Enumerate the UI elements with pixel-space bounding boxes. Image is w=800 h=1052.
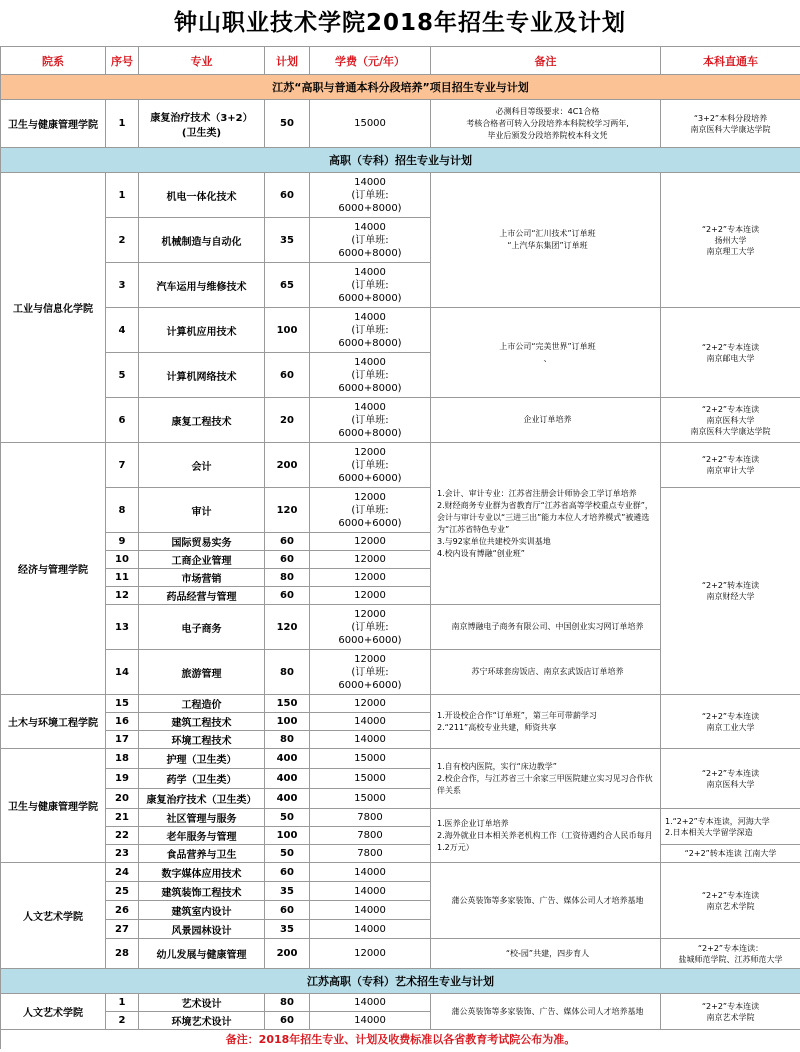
fee-cell: 14000 (订单班: 6000+8000) [310,398,431,443]
fee-cell: 12000 [310,695,431,713]
plan-cell: 35 [265,882,310,901]
major-cell: 国际贸易实务 [139,533,265,551]
major-cell: 计算机网络技术 [139,353,265,398]
car-cell: “2+2”专本连读 南京艺术学院 [661,863,800,939]
idx-cell: 13 [106,605,139,650]
major-cell: 工商企业管理 [139,551,265,569]
idx-cell: 28 [106,939,139,969]
header-idx: 序号 [106,47,139,75]
major-cell: 药品经营与管理 [139,587,265,605]
major-cell: 艺术设计 [139,994,265,1012]
plan-cell: 100 [265,827,310,845]
plan-cell: 400 [265,749,310,769]
fee-cell: 14000 [310,713,431,731]
fee-cell: 14000 [310,1012,431,1030]
idx-cell: 26 [106,901,139,920]
fee-cell: 12000 [310,939,431,969]
idx-cell: 2 [106,218,139,263]
idx-cell: 23 [106,845,139,863]
table-row [1,488,800,533]
major-cell: 药学（卫生类） [139,769,265,789]
idx-cell: 18 [106,749,139,769]
major-cell: 市场营销 [139,569,265,587]
fee-cell: 12000 [310,569,431,587]
fee-cell: 12000 (订单班: 6000+6000) [310,650,431,695]
note-cell: 1.会计、审计专业：江苏省注册会计师协会工学订单培养 2.财经商务专业群为省教育厅“江苏省高等学校重点专业群”，会计与审计专业以“三进三出”能力本位人才培养模式”被遴选为“江苏省特色专业” 3.与92家单位共建校外实训基地 4.校内设有博融“创业班” [431,443,661,605]
plan-cell: 400 [265,789,310,809]
major-cell: 汽车运用与维修技术 [139,263,265,308]
idx-cell: 1 [106,994,139,1012]
car-cell: “2+2”专本连读 南京医科大学 [661,749,800,809]
major-cell: 旅游管理 [139,650,265,695]
plan-cell: 200 [265,443,310,488]
major-cell: 风景园林设计 [139,920,265,939]
major-cell: 会计 [139,443,265,488]
major-cell: 老年服务与管理 [139,827,265,845]
major-cell: 幼儿发展与健康管理 [139,939,265,969]
table-row [1,809,800,827]
idx-cell: 3 [106,263,139,308]
plan-cell: 50 [265,809,310,827]
car-cell: “2+2”专本连读 南京工业大学 [661,695,800,749]
fee-cell: 12000 (订单班: 6000+6000) [310,443,431,488]
idx-cell: 10 [106,551,139,569]
plan-cell: 150 [265,695,310,713]
dept-cell: 经济与管理学院 [1,443,106,695]
idx-cell: 19 [106,769,139,789]
dept-cell: 人文艺术学院 [1,994,106,1030]
major-cell: 机械制造与自动化 [139,218,265,263]
major-cell: 护理（卫生类） [139,749,265,769]
dept-cell: 卫生与健康管理学院 [1,749,106,863]
note-cell: 企业订单培养 [431,398,661,443]
major-cell: 审计 [139,488,265,533]
major-cell: 康复工程技术 [139,398,265,443]
car-cell: “2+2”转本连读 江南大学 [661,845,800,863]
idx-cell: 1 [106,173,139,218]
idx-cell: 6 [106,398,139,443]
fee-cell: 14000 (订单班: 6000+8000) [310,308,431,353]
note-cell: 南京博融电子商务有限公司、中国创业实习网订单培养 [431,605,661,650]
idx-cell: 16 [106,713,139,731]
fee-cell: 14000 [310,882,431,901]
major-cell: 电子商务 [139,605,265,650]
fee-cell: 7800 [310,827,431,845]
table-row [1,308,800,353]
fee-cell: 12000 [310,551,431,569]
plan-cell: 120 [265,488,310,533]
section-row [1,148,800,173]
note-cell: 1.开设校企合作“订单班”，第三年可带薪学习 2.“211”高校专业共建，师资共享 [431,695,661,749]
major-cell: 工程造价 [139,695,265,713]
header-fee: 学费（元/年） [310,47,431,75]
table-row [1,994,800,1012]
plan-cell: 35 [265,920,310,939]
car-cell: “3+2”本科分段培养 南京医科大学康达学院 [661,100,800,148]
table-row [1,863,800,882]
section-title: 江苏高职（专科）艺术招生专业与计划 [1,969,800,994]
plan-cell: 80 [265,994,310,1012]
plan-cell: 80 [265,650,310,695]
fee-cell: 15000 [310,749,431,769]
fee-cell: 14000 (订单班: 6000+8000) [310,263,431,308]
admission-table [0,46,800,1049]
fee-cell: 14000 [310,863,431,882]
header-car: 本科直通车 [661,47,800,75]
fee-cell: 15000 [310,100,431,148]
note-cell: 上市公司“完美世界”订单班 、 [431,308,661,398]
fee-cell: 7800 [310,845,431,863]
idx-cell: 5 [106,353,139,398]
major-cell: 社区管理与服务 [139,809,265,827]
plan-cell: 35 [265,218,310,263]
plan-cell: 60 [265,587,310,605]
major-cell: 食品营养与卫生 [139,845,265,863]
plan-cell: 60 [265,533,310,551]
idx-cell: 2 [106,1012,139,1030]
idx-cell: 9 [106,533,139,551]
fee-cell: 7800 [310,809,431,827]
plan-cell: 60 [265,173,310,218]
header-dept: 院系 [1,47,106,75]
table-row [1,398,800,443]
plan-cell: 65 [265,263,310,308]
plan-cell: 60 [265,863,310,882]
note-cell: “校-园”共建，四步育人 [431,939,661,969]
plan-cell: 120 [265,605,310,650]
fee-cell: 14000 (订单班: 6000+8000) [310,353,431,398]
major-cell: 环境工程技术 [139,731,265,749]
idx-cell: 25 [106,882,139,901]
header-note: 备注 [431,47,661,75]
major-cell: 机电一体化技术 [139,173,265,218]
idx-cell: 8 [106,488,139,533]
major-cell: 康复治疗技术（3+2） (卫生类) [139,100,265,148]
header-major: 专业 [139,47,265,75]
idx-cell: 24 [106,863,139,882]
fee-cell: 14000 [310,901,431,920]
plan-cell: 100 [265,713,310,731]
major-cell: 环境艺术设计 [139,1012,265,1030]
note-cell: 1.自有校内医院，实行“床边教学” 2.校企合作，与江苏省三十余家三甲医院建立实习见习合作伙伴关系 [431,749,661,809]
major-cell: 建筑装饰工程技术 [139,882,265,901]
fee-cell: 12000 [310,533,431,551]
idx-cell: 4 [106,308,139,353]
fee-cell: 14000 [310,994,431,1012]
note-cell: 1.医养企业订单培养 2.海外就业日本相关养老机构工作（工资待遇约合人民币每月1.2万元） [431,809,661,863]
car-cell: “2+2”转本连读 南京财经大学 [661,488,800,695]
car-cell: “2+2”专本连读 南京审计大学 [661,443,800,488]
major-cell: 计算机应用技术 [139,308,265,353]
plan-cell: 80 [265,569,310,587]
idx-cell: 12 [106,587,139,605]
fee-cell: 14000 [310,920,431,939]
idx-cell: 15 [106,695,139,713]
plan-cell: 100 [265,308,310,353]
note-cell: 蒲公英装饰等多家装饰、广告、媒体公司人才培养基地 [431,863,661,939]
idx-cell: 11 [106,569,139,587]
section-row [1,75,800,100]
fee-cell: 15000 [310,769,431,789]
idx-cell: 7 [106,443,139,488]
dept-cell: 人文艺术学院 [1,863,106,969]
plan-cell: 50 [265,845,310,863]
car-cell: “2+2”专本连读 南京艺术学院 [661,994,800,1030]
page-title: 钟山职业技术学院2018年招生专业及计划 [173,10,626,36]
header-row [1,47,800,75]
car-cell: “2+2”专本连读 南京邮电大学 [661,308,800,398]
table-row [1,845,800,863]
fee-cell: 14000 (订单班: 6000+8000) [310,173,431,218]
idx-cell: 27 [106,920,139,939]
dept-cell: 土木与环境工程学院 [1,695,106,749]
car-cell: “2+2”专本连读： 盐城师范学院、江苏师范大学 [661,939,800,969]
fee-cell: 12000 (订单班: 6000+6000) [310,605,431,650]
fee-cell: 12000 [310,587,431,605]
footer-note: 备注：2018年招生专业、计划及收费标准以各省教育考试院公布为准。 [1,1030,800,1049]
table-row [1,695,800,713]
footer-row [1,1030,800,1049]
dept-cell: 工业与信息化学院 [1,173,106,443]
idx-cell: 1 [106,100,139,148]
section-title: 高职（专科）招生专业与计划 [1,148,800,173]
table-row [1,939,800,969]
major-cell: 数字媒体应用技术 [139,863,265,882]
plan-cell: 60 [265,551,310,569]
car-cell: “2+2”专本连读 扬州大学 南京理工大学 [661,173,800,308]
plan-cell: 20 [265,398,310,443]
plan-cell: 50 [265,100,310,148]
fee-cell: 14000 (订单班: 6000+8000) [310,218,431,263]
plan-cell: 60 [265,1012,310,1030]
fee-cell: 15000 [310,789,431,809]
fee-cell: 12000 (订单班: 6000+6000) [310,488,431,533]
idx-cell: 20 [106,789,139,809]
table-row [1,100,800,148]
idx-cell: 22 [106,827,139,845]
plan-cell: 60 [265,901,310,920]
header-plan: 计划 [265,47,310,75]
dept-cell: 卫生与健康管理学院 [1,100,106,148]
plan-cell: 200 [265,939,310,969]
idx-cell: 17 [106,731,139,749]
car-cell: “2+2”专本连读 南京医科大学 南京医科大学康达学院 [661,398,800,443]
section-row [1,969,800,994]
plan-cell: 60 [265,353,310,398]
note-cell: 苏宁环球套房饭店、南京玄武饭店订单培养 [431,650,661,695]
note-cell: 上市公司“汇川技术”订单班 “上汽华东集团”订单班 [431,173,661,308]
major-cell: 建筑工程技术 [139,713,265,731]
table-row [1,443,800,488]
note-cell: 蒲公英装饰等多家装饰、广告、媒体公司人才培养基地 [431,994,661,1030]
plan-cell: 400 [265,769,310,789]
section-title: 江苏“高职与普通本科分段培养”项目招生专业与计划 [1,75,800,100]
table-row [1,173,800,218]
table-row [1,749,800,769]
idx-cell: 21 [106,809,139,827]
fee-cell: 14000 [310,731,431,749]
major-cell: 康复治疗技术（卫生类） [139,789,265,809]
plan-cell: 80 [265,731,310,749]
note-cell: 必测科目等级要求：4C1合格 考核合格者可转入分段培养本科院校学习两年, 毕业后颁发分段培养院校本科文凭 [431,100,661,148]
idx-cell: 14 [106,650,139,695]
major-cell: 建筑室内设计 [139,901,265,920]
car-cell: 1.“2+2”专本连读，河海大学 2.日本相关大学留学深造 [661,809,800,845]
